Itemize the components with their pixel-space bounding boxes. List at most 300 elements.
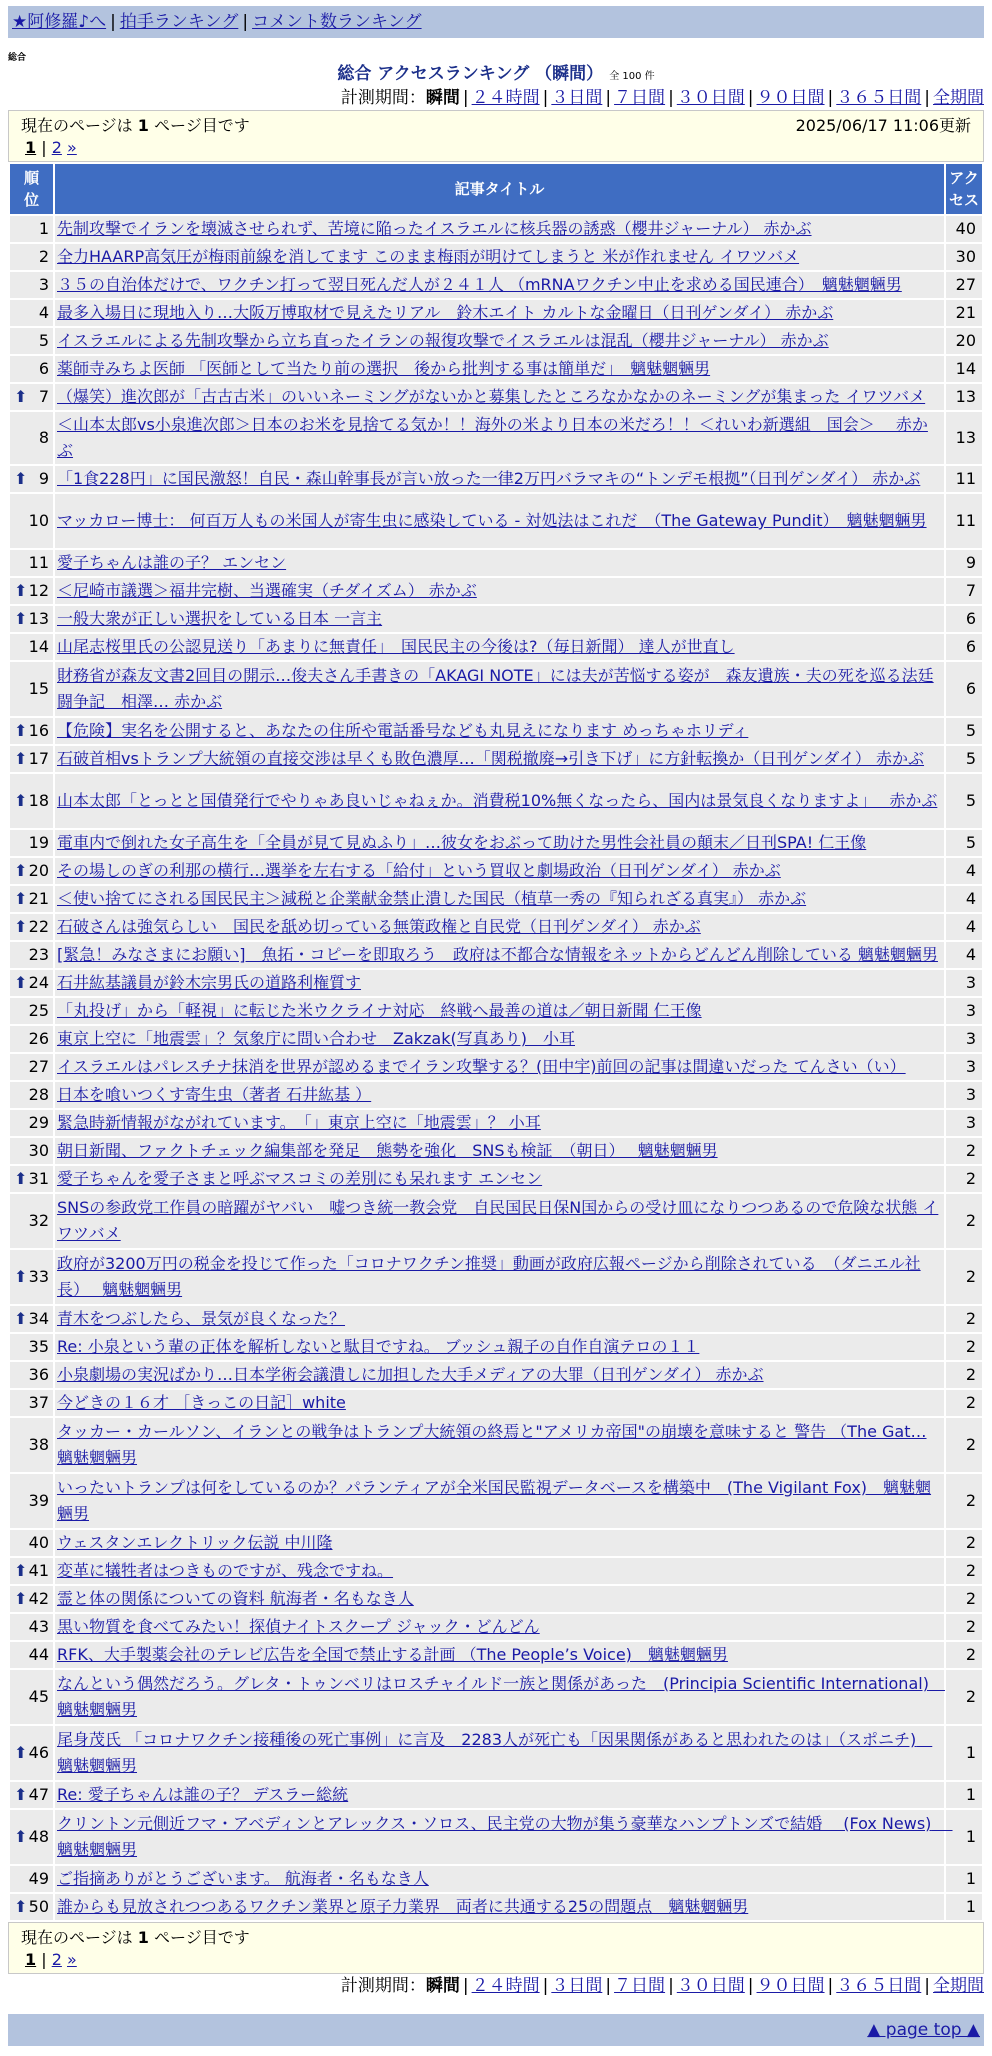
table-row xyxy=(10,718,982,744)
article-title-link[interactable]: SNSの参政党工作員の暗躍がヤバい 嘘つき統一教会党 自民国民日保N国からの受け皿になりつつあるので危険な状態 イワツバメ xyxy=(57,1198,939,1243)
access-count: 4 xyxy=(946,858,982,884)
rank-number: 36 xyxy=(28,1365,49,1384)
up-arrow-icon: ⬆ xyxy=(14,721,28,740)
rank-number: 50 xyxy=(28,1897,49,1916)
access-count: 3 xyxy=(946,1054,982,1080)
article-title-link[interactable]: 一般大衆が正しい選択をしている日本 一言主 xyxy=(57,609,383,628)
access-count: 1 xyxy=(946,1810,982,1864)
access-count: 11 xyxy=(946,466,982,492)
article-title-link[interactable]: 石破さんは強気らしい 国民を舐め切っている無策政権と自民党（日刊ゲンダイ） 赤かぶ xyxy=(57,917,701,936)
table-row xyxy=(10,1138,982,1164)
nav-separator: | xyxy=(110,12,116,32)
rank-number: 43 xyxy=(28,1617,49,1636)
title-cell xyxy=(55,830,944,856)
page-current: 1 xyxy=(25,1950,37,1969)
article-title-link[interactable]: 山尾志桜里氏の公認見送り「あまりに無責任」 国民民主の今後は?（毎日新聞） 達人が世直し xyxy=(57,637,735,656)
title-cell xyxy=(55,1390,944,1416)
top-nav xyxy=(8,6,984,38)
title-cell xyxy=(55,300,944,326)
rank-cell xyxy=(10,830,53,856)
rank-number: 15 xyxy=(28,679,49,698)
access-count: 6 xyxy=(946,662,982,716)
rank-number: 23 xyxy=(28,945,49,964)
current-page-text-bottom: 現在のページは 1 ページ目です xyxy=(21,1928,250,1947)
access-count: 2 xyxy=(946,1474,982,1528)
table-row xyxy=(10,970,982,996)
title-cell xyxy=(55,746,944,772)
up-arrow-icon: ⬆ xyxy=(14,1589,28,1608)
period-link[interactable]: ７日間 xyxy=(614,88,666,108)
title-cell xyxy=(55,718,944,744)
rank-number: 33 xyxy=(28,1267,49,1286)
pagination-bottom: 1 | 2 » xyxy=(25,1950,77,1969)
period-label: 計測期間： xyxy=(340,1976,426,1996)
article-title-link[interactable]: 石破首相vsトランプ大統領の直接交渉は早くも敗色濃厚…「関税撤廃→引き下げ」に方針転換か（日刊ゲンダイ） 赤かぶ xyxy=(57,749,925,768)
rank-cell xyxy=(10,578,53,604)
access-count: 3 xyxy=(946,1082,982,1108)
access-count: 1 xyxy=(946,1894,982,1920)
access-count: 2 xyxy=(946,1614,982,1640)
nav-comment-ranking-link[interactable]: コメント数ランキング xyxy=(252,12,422,32)
period-current: 瞬間 xyxy=(425,88,460,108)
rank-cell xyxy=(10,1474,53,1528)
up-arrow-icon: ⬆ xyxy=(14,469,28,488)
title-cell xyxy=(55,634,944,660)
up-arrow-icon: ⬆ xyxy=(14,1169,28,1188)
article-title-link[interactable]: 誰からも見放されつつあるワクチン業界と原子力業界 両者に共通する25の問題点 魑魅魍魎男 xyxy=(57,1897,749,1916)
ranking-title xyxy=(8,62,984,86)
access-count: 5 xyxy=(946,774,982,828)
table-row xyxy=(10,830,982,856)
article-title-link[interactable]: 小泉劇場の実況ばかり…日本学術会議潰しに加担した大手メディアの大罪（日刊ゲンダイ） 赤かぶ xyxy=(57,1365,764,1384)
table-row xyxy=(10,1082,982,1108)
rank-cell xyxy=(10,300,53,326)
article-title-link[interactable]: マッカロー博士： 何百万人もの米国人が寄生虫に感染している - 対処法はこれだ （The Gateway Pundit） 魑魅魍魎男 xyxy=(57,511,927,530)
article-title-link[interactable]: イスラエルはパレスチナ抹消を世界が認めるまでイラン攻撃する？(田中宇)前回の記事は間違いだった てんさい（い） xyxy=(57,1057,906,1076)
table-row xyxy=(10,1782,982,1808)
article-title-link[interactable]: [緊急！みなさまにお願い] 魚拓・コピーを即取ろう 政府は不都合な情報をネットからどんどん削除している 魑魅魍魎男 xyxy=(57,945,938,964)
rank-cell xyxy=(10,718,53,744)
access-count: 2 xyxy=(946,1390,982,1416)
rank-cell xyxy=(10,1166,53,1192)
rank-cell xyxy=(10,466,53,492)
title-cell xyxy=(55,1082,944,1108)
article-title-link[interactable]: 霊と体の関係についての資料 航海者・名もなき人 xyxy=(57,1589,414,1608)
pagination-top: 1 | 2 » xyxy=(25,138,77,157)
article-title-link[interactable]: Re: 小泉という輩の正体を解析しないと駄目ですね。 ブッシュ親子の自作自演テロの１１ xyxy=(57,1337,700,1356)
rank-cell xyxy=(10,1054,53,1080)
article-title-link[interactable]: イスラエルによる先制攻撃から立ち直ったイランの報復攻撃でイスラエルは混乱（櫻井ジャーナル） 赤かぶ xyxy=(57,331,829,350)
period-link[interactable]: ３６５日間 xyxy=(836,1976,922,1996)
rank-number: 10 xyxy=(28,511,49,530)
rank-number: 27 xyxy=(28,1057,49,1076)
title-cell xyxy=(55,1810,953,1864)
up-arrow-icon: ⬆ xyxy=(14,387,28,406)
rank-number: 1 xyxy=(38,219,49,238)
title-cell xyxy=(55,1866,944,1892)
access-count: 5 xyxy=(946,746,982,772)
up-arrow-icon: ⬆ xyxy=(14,1267,28,1286)
page-next-link[interactable]: » xyxy=(67,138,77,157)
title-cell xyxy=(55,1894,944,1920)
article-title-link[interactable]: ご指摘ありがとうございます。 航海者・名もなき人 xyxy=(57,1869,429,1888)
access-count: 5 xyxy=(946,830,982,856)
table-row xyxy=(10,1306,982,1332)
rank-number: 31 xyxy=(28,1169,49,1188)
table-row xyxy=(10,1474,982,1528)
access-count: 4 xyxy=(946,942,982,968)
access-count: 21 xyxy=(946,300,982,326)
table-row xyxy=(10,1726,982,1780)
table-row xyxy=(10,1250,982,1304)
period-link[interactable]: ３日間 xyxy=(551,88,603,108)
rank-cell xyxy=(10,384,53,410)
rank-number: 11 xyxy=(28,553,49,572)
access-count: 2 xyxy=(946,1418,982,1472)
title-cell xyxy=(55,1138,944,1164)
title-cell xyxy=(55,1418,944,1472)
table-row xyxy=(10,746,982,772)
rank-number: 28 xyxy=(28,1085,49,1104)
title-cell xyxy=(55,886,944,912)
article-title-link[interactable]: 尾身茂氏 「コロナワクチン接種後の死亡事例」に言及 2283人が死亡も「因果関係があると思われたのは」（スポニチ) 魑魅魍魎男 xyxy=(57,1730,933,1775)
rank-cell xyxy=(10,1082,53,1108)
rank-number: 48 xyxy=(28,1827,49,1846)
table-row xyxy=(10,1194,982,1248)
rank-cell xyxy=(10,328,53,354)
up-arrow-icon: ⬆ xyxy=(14,1827,28,1846)
current-page-text: 現在のページは 1 ページ目です xyxy=(21,116,250,135)
table-row xyxy=(10,244,982,270)
article-title-link[interactable]: （爆笑）進次郎が「古古古米」のいいネーミングがないかと募集したところなかなかのネーミングが集まった イワツバメ xyxy=(57,387,926,406)
rank-cell xyxy=(10,662,53,716)
rank-cell xyxy=(10,1810,53,1864)
table-row xyxy=(10,606,982,632)
rank-number: 30 xyxy=(28,1141,49,1160)
article-title-link[interactable]: 朝日新聞、ファクトチェック編集部を発足 態勢を強化 SNSも検証 （朝日） 魑魅魍魎男 xyxy=(57,1141,718,1160)
rank-cell xyxy=(10,1194,53,1248)
title-cell xyxy=(55,998,944,1024)
period-label: 計測期間： xyxy=(340,88,426,108)
rank-number: 5 xyxy=(38,331,49,350)
up-arrow-icon: ⬆ xyxy=(14,581,28,600)
access-count: 4 xyxy=(946,914,982,940)
rank-number: 26 xyxy=(28,1029,49,1048)
article-title-link[interactable]: 「1食228円」に国民激怒！自民・森山幹事長が言い放った一律2万円バラマキの“トンデモ根拠”（日刊ゲンダイ） 赤かぶ xyxy=(57,469,921,488)
rank-number: 24 xyxy=(28,973,49,992)
page-2-link[interactable]: 2 xyxy=(51,1950,62,1969)
table-row xyxy=(10,216,982,242)
rank-cell xyxy=(10,1250,53,1304)
rank-number: 49 xyxy=(28,1869,49,1888)
title-cell xyxy=(55,1194,944,1248)
rank-cell xyxy=(10,914,53,940)
title-cell xyxy=(55,550,944,576)
title-cell xyxy=(55,1166,944,1192)
article-title-link[interactable]: Re: 愛子ちゃんは誰の子？ デスラー総統 xyxy=(57,1785,349,1804)
period-current: 瞬間 xyxy=(425,1976,460,1996)
rank-number: 37 xyxy=(28,1393,49,1412)
access-count: 40 xyxy=(946,216,982,242)
period-link[interactable]: ７日間 xyxy=(614,1976,666,1996)
rank-cell xyxy=(10,356,53,382)
access-count: 2 xyxy=(946,1670,982,1724)
table-row xyxy=(10,328,982,354)
article-title-link[interactable]: 黒い物質を食べてみたい！探偵ナイトスクープ ジャック・どんどん xyxy=(57,1617,540,1636)
article-title-link[interactable]: 今どきの１６才 ［きっこの日記］white xyxy=(57,1393,346,1412)
table-row xyxy=(10,1110,982,1136)
table-row xyxy=(10,858,982,884)
rank-number: 35 xyxy=(28,1337,49,1356)
up-arrow-icon: ⬆ xyxy=(14,1561,28,1580)
title-cell xyxy=(55,1250,944,1304)
table-row xyxy=(10,1026,982,1052)
access-count: 4 xyxy=(946,886,982,912)
table-row xyxy=(10,550,982,576)
ranking-table xyxy=(8,162,984,1922)
article-title-link[interactable]: クリントン元側近フマ・アベディンとアレックス・ソロス、民主党の大物が集う豪華なハンプトンズで結婚 (Fox News) 魑魅魍魎男 xyxy=(57,1814,953,1859)
title-cell xyxy=(55,1586,944,1612)
table-row xyxy=(10,384,982,410)
title-cell xyxy=(55,1362,944,1388)
article-title-link[interactable]: 変革に犠牲者はつきものですが、残念ですね。 xyxy=(57,1561,394,1580)
title-cell xyxy=(55,858,944,884)
footer-bar xyxy=(8,2014,984,2046)
page-next-link[interactable]: » xyxy=(67,1950,77,1969)
page-top-link[interactable]: ▲ page top ▲ xyxy=(867,2020,980,2040)
table-row xyxy=(10,1810,982,1864)
access-count: 9 xyxy=(946,550,982,576)
title-cell xyxy=(55,412,944,464)
rank-cell xyxy=(10,970,53,996)
rank-number: 22 xyxy=(28,917,49,936)
table-row xyxy=(10,1866,982,1892)
article-title-link[interactable]: なんという偶然だろう。グレタ・トゥンベリはロスチャイルド一族と関係があった (Principia Scientific International) 魑魅魍魎男 xyxy=(57,1674,945,1719)
title-cell xyxy=(55,244,944,270)
table-row xyxy=(10,1894,982,1920)
rank-cell xyxy=(10,1138,53,1164)
rank-number: 44 xyxy=(28,1645,49,1664)
nav-clap-ranking-link[interactable]: 拍手ランキング xyxy=(119,12,239,32)
access-count: 6 xyxy=(946,634,982,660)
rank-number: 29 xyxy=(28,1113,49,1132)
article-title-link[interactable]: ウェスタンエレクトリック伝説 中川隆 xyxy=(57,1533,333,1552)
rank-cell xyxy=(10,550,53,576)
rank-number: 25 xyxy=(28,1001,49,1020)
nav-home-link[interactable]: ★阿修羅♪へ xyxy=(12,12,107,32)
rank-number: 38 xyxy=(28,1435,49,1454)
article-title-link[interactable]: 愛子ちゃんを愛子さまと呼ぶマスコミの差別にも呆れます エンセン xyxy=(57,1169,543,1188)
rank-cell xyxy=(10,1726,53,1780)
article-title-link[interactable]: 政府が3200万円の税金を投じて作った「コロナワクチン推奨」動画が政府広報ページから削除されている （ダニエル社長） 魑魅魍魎男 xyxy=(57,1254,921,1299)
article-title-link[interactable]: ３５の自治体だけで、ワクチン打って翌日死んだ人が２４１人 （mRNAワクチン中止を求める国民連合） 魑魅魍魎男 xyxy=(57,275,902,294)
table-row xyxy=(10,1586,982,1612)
rank-number: 16 xyxy=(28,721,49,740)
rank-number: 2 xyxy=(38,247,49,266)
article-title-link[interactable]: 青木をつぶしたら、景気が良くなった？ xyxy=(57,1309,346,1328)
period-link[interactable]: 全期間 xyxy=(933,88,984,108)
title-cell xyxy=(55,662,944,716)
table-row xyxy=(10,1530,982,1556)
access-count: 3 xyxy=(946,998,982,1024)
rank-cell xyxy=(10,494,53,548)
article-title-link[interactable]: 愛子ちゃんは誰の子？ エンセン xyxy=(57,553,287,572)
period-link[interactable]: ２４時間 xyxy=(471,1976,540,1996)
period-link[interactable]: ３０日間 xyxy=(676,88,745,108)
article-title-link[interactable]: ＜使い捨てにされる国民民主＞減税と企業献金禁止潰した国民（植草一秀の『知られざる真実』） 赤かぶ xyxy=(57,889,807,908)
period-link[interactable]: ２４時間 xyxy=(471,88,540,108)
rank-number: 3 xyxy=(38,275,49,294)
title-cell xyxy=(55,384,944,410)
page-info-top xyxy=(8,110,984,162)
access-count: 3 xyxy=(946,1110,982,1136)
article-title-link[interactable]: 山本太郎「とっとと国債発行でやりゃあ良いじゃねぇか。消費税10%無くなったら、国内は景気良くなりますよ」 赤かぶ xyxy=(57,791,938,810)
up-arrow-icon: ⬆ xyxy=(14,889,28,908)
title-cell xyxy=(55,1558,944,1584)
article-title-link[interactable]: 最多入場日に現地入り…大阪万博取材で見えたリアル 鈴木エイト カルトな金曜日（日刊ゲンダイ） 赤かぶ xyxy=(57,303,834,322)
title-cell xyxy=(55,1726,944,1780)
article-title-link[interactable]: 先制攻撃でイランを壊滅させられず、苦境に陥ったイスラエルに核兵器の誘惑（櫻井ジャーナル） 赤かぶ xyxy=(57,219,812,238)
up-arrow-icon: ⬆ xyxy=(14,973,28,992)
table-row xyxy=(10,494,982,548)
table-row xyxy=(10,272,982,298)
access-count: 27 xyxy=(946,272,982,298)
period-link[interactable]: ３０日間 xyxy=(676,1976,745,1996)
access-count: 2 xyxy=(946,1642,982,1668)
rank-number: 39 xyxy=(28,1491,49,1510)
access-count: 30 xyxy=(946,244,982,270)
period-selector-bottom: 計測期間：瞬間 | ２４時間 | ３日間 | ７日間 | ３０日間 | ９０日間 | ３６５日間 | 全期間 xyxy=(340,1976,984,1996)
table-row xyxy=(10,634,982,660)
access-count: 2 xyxy=(946,1194,982,1248)
up-arrow-icon: ⬆ xyxy=(14,791,28,810)
rank-cell xyxy=(10,272,53,298)
table-row xyxy=(10,1558,982,1584)
col-rank-header: 順 位 xyxy=(10,164,53,214)
title-cell xyxy=(55,466,944,492)
access-count: 2 xyxy=(946,1586,982,1612)
access-count: 3 xyxy=(946,970,982,996)
rank-cell xyxy=(10,1530,53,1556)
access-count: 1 xyxy=(946,1782,982,1808)
page-current: 1 xyxy=(25,138,37,157)
rank-cell xyxy=(10,858,53,884)
access-count: 2 xyxy=(946,1558,982,1584)
rank-number: 7 xyxy=(38,387,49,406)
rank-number: 12 xyxy=(28,581,49,600)
article-title-link[interactable]: 電車内で倒れた女子高生を「全員が見て見ぬふり」…彼女をおぶって助けた男性会社員の顛末／日刊SPA! 仁王像 xyxy=(57,833,867,852)
ranking-count: 全 100 件 xyxy=(609,71,655,82)
title-cell xyxy=(55,1530,944,1556)
article-title-link[interactable]: その場しのぎの利那の横行…選挙を左右する「給付」という買収と劇場政治（日刊ゲンダイ） 赤かぶ xyxy=(57,861,781,880)
access-count: 14 xyxy=(946,356,982,382)
rank-cell xyxy=(10,244,53,270)
article-title-link[interactable]: ＜山本太郎vs小泉進次郎＞日本のお米を見捨てる気か！！海外の米より日本の米だろ！！＜れいわ新選組 国会＞ 赤かぶ xyxy=(57,415,928,460)
title-cell xyxy=(55,578,944,604)
article-title-link[interactable]: 石井紘基議員が鈴木宗男氏の道路利権質す xyxy=(57,973,362,992)
rank-cell xyxy=(10,746,53,772)
rank-cell xyxy=(10,606,53,632)
rank-number: 14 xyxy=(28,637,49,656)
article-title-link[interactable]: 全力HAARP高気圧が梅雨前線を消してます このまま梅雨が明けてしまうと 米が作れません イワツバメ xyxy=(57,247,800,266)
up-arrow-icon: ⬆ xyxy=(14,609,28,628)
period-link[interactable]: ９０日間 xyxy=(756,88,825,108)
rank-cell xyxy=(10,1110,53,1136)
rank-cell xyxy=(10,1614,53,1640)
article-title-link[interactable]: 【危険】実名を公開すると、あなたの住所や電話番号なども丸見えになります めっちゃホリディ xyxy=(57,721,749,740)
table-row xyxy=(10,998,982,1024)
rank-number: 42 xyxy=(28,1589,49,1608)
ranking-title-text: 総合 アクセスランキング （瞬間） xyxy=(337,64,604,84)
period-link[interactable]: ３６５日間 xyxy=(836,88,922,108)
title-cell xyxy=(55,606,944,632)
rank-number: 40 xyxy=(28,1533,49,1552)
up-arrow-icon: ⬆ xyxy=(14,749,28,768)
article-title-link[interactable]: 薬師寺みちよ医師 「医師として当たり前の選択 後から批判する事は簡単だ」 魑魅魍魎男 xyxy=(57,359,711,378)
title-cell xyxy=(55,1670,944,1724)
rank-cell xyxy=(10,1642,53,1668)
period-link[interactable]: ３日間 xyxy=(551,1976,603,1996)
period-link[interactable]: ９０日間 xyxy=(756,1976,825,1996)
title-cell xyxy=(55,1642,944,1668)
up-arrow-icon: ⬆ xyxy=(14,1743,28,1762)
period-selector-top: 計測期間：瞬間 | ２４時間 | ３日間 | ７日間 | ３０日間 | ９０日間 | ３６５日間 | 全期間 xyxy=(340,88,984,108)
rank-number: 4 xyxy=(38,303,49,322)
period-link[interactable]: 全期間 xyxy=(933,1976,984,1996)
access-count: 2 xyxy=(946,1306,982,1332)
rank-number: 13 xyxy=(28,609,49,628)
page-2-link[interactable]: 2 xyxy=(51,138,62,157)
rank-cell xyxy=(10,1026,53,1052)
access-count: 2 xyxy=(946,1138,982,1164)
article-title-link[interactable]: RFK、大手製薬会社のテレビ広告を全国で禁止する計画 （The People’s Voice) 魑魅魍魎男 xyxy=(57,1645,728,1664)
article-title-link[interactable]: 東京上空に「地震雲」？気象庁に問い合わせ Zakzak(写真あり) 小耳 xyxy=(57,1029,575,1048)
access-count: 1 xyxy=(946,1866,982,1892)
title-cell xyxy=(55,216,944,242)
rank-cell xyxy=(10,1362,53,1388)
rank-number: 46 xyxy=(28,1743,49,1762)
access-count: 20 xyxy=(946,328,982,354)
article-title-link[interactable]: 緊急時新情報がながれています。 「」東京上空に「地震雲」？ 小耳 xyxy=(57,1113,541,1132)
rank-number: 32 xyxy=(28,1211,49,1230)
access-count: 3 xyxy=(946,1026,982,1052)
title-cell xyxy=(55,272,944,298)
article-title-link[interactable]: ＜尼崎市議選＞福井完樹、当選確実（チダイズム） 赤かぶ xyxy=(57,581,477,600)
table-row xyxy=(10,412,982,464)
access-count: 6 xyxy=(946,606,982,632)
table-row xyxy=(10,1642,982,1668)
table-row xyxy=(10,774,982,828)
rank-number: 41 xyxy=(28,1561,49,1580)
up-arrow-icon: ⬆ xyxy=(14,861,28,880)
rank-number: 45 xyxy=(28,1687,49,1706)
rank-cell xyxy=(10,1782,53,1808)
section-label: 総合 xyxy=(8,53,27,63)
rank-cell xyxy=(10,1306,53,1332)
access-count: 1 xyxy=(946,1726,982,1780)
article-title-link[interactable]: いったいトランプは何をしているのか？パランティアが全米国民監視データベースを構築中 (The Vigilant Fox) 魑魅魍魎男 xyxy=(57,1478,932,1523)
article-title-link[interactable]: タッカー・カールソン、イランとの戦争はトランプ大統領の終焉と"アメリカ帝国"の崩壊を意味すると 警告 （The Gat… 魑魅魍魎男 xyxy=(57,1422,927,1467)
title-cell xyxy=(55,1306,944,1332)
up-arrow-icon: ⬆ xyxy=(14,1309,28,1328)
rank-cell xyxy=(10,998,53,1024)
rank-number: 6 xyxy=(38,359,49,378)
title-cell xyxy=(55,970,944,996)
article-title-link[interactable]: 「丸投げ」から「軽視」に転じた米ウクライナ対応 終戦へ最善の道は／朝日新聞 仁王像 xyxy=(57,1001,702,1020)
article-title-link[interactable]: 財務省が森友文書2回目の開示…俊夫さん手書きの「AKAGI NOTE」には夫が苦悩する姿が 森友遺族・夫の死を巡る法廷闘争記 相澤… 赤かぶ xyxy=(57,666,934,711)
table-row xyxy=(10,1334,982,1360)
article-title-link[interactable]: 日本を喰いつくす寄生虫（著者 石井紘基 ） xyxy=(57,1085,372,1104)
